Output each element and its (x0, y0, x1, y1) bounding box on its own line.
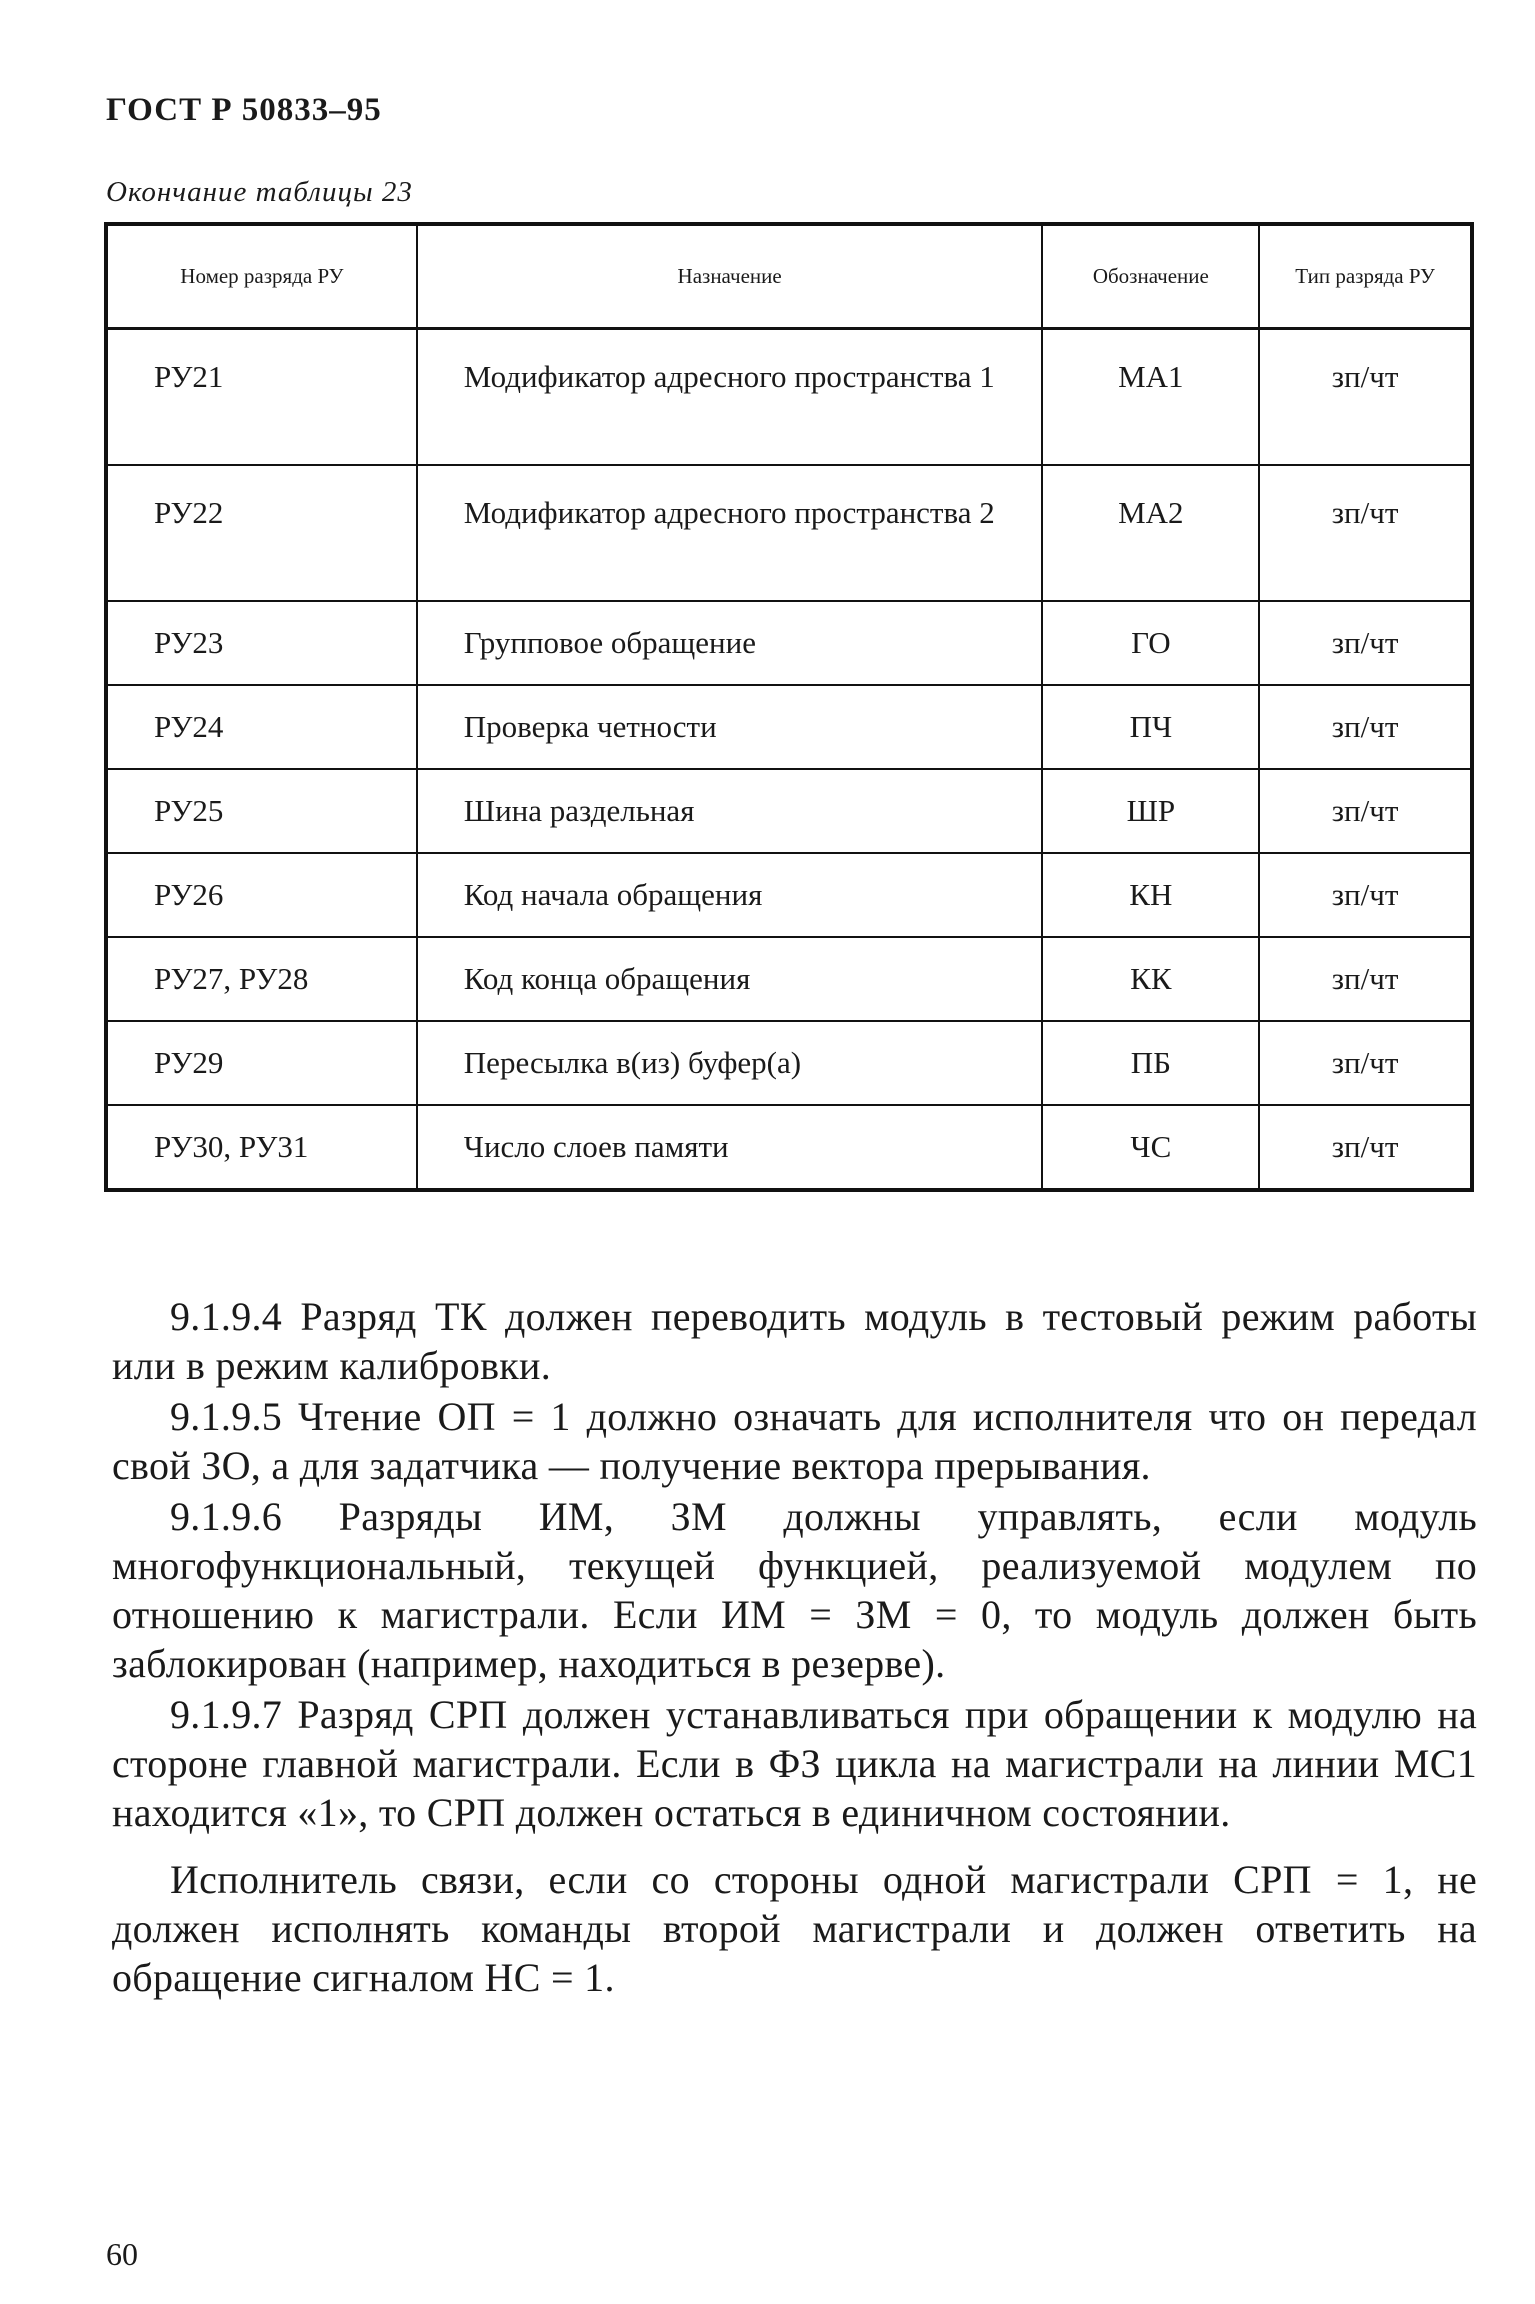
cell-code: ГО (1042, 601, 1259, 685)
cell-type: зп/чт (1259, 601, 1472, 685)
cell-type: зп/чт (1259, 937, 1472, 1021)
cell-code: КК (1042, 937, 1259, 1021)
cell-type: зп/чт (1259, 1105, 1472, 1190)
table-header-row (106, 224, 1472, 329)
cell-code: ПБ (1042, 1021, 1259, 1105)
cell-purpose: Групповое обращение (417, 601, 1043, 685)
table-row (106, 329, 1472, 466)
cell-type: зп/чт (1259, 853, 1472, 937)
column-header-number: Номер разряда РУ (106, 224, 417, 329)
register-table (104, 222, 1474, 1192)
cell-number: РУ26 (106, 853, 417, 937)
cell-type: зп/чт (1259, 329, 1472, 466)
table-row (106, 1021, 1472, 1105)
paragraph-executor: Исполнитель связи, если со стороны одной магистрали СРП = 1, не должен исполнять команды второй магистрали и должен ответить на обращение сигналом НС = 1. (112, 1857, 1477, 2000)
cell-code: МА2 (1042, 465, 1259, 601)
table-row (106, 465, 1472, 601)
cell-type: зп/чт (1259, 1021, 1472, 1105)
cell-code: ШР (1042, 769, 1259, 853)
cell-number: РУ27, РУ28 (106, 937, 417, 1021)
cell-type: зп/чт (1259, 465, 1472, 601)
cell-type: зп/чт (1259, 769, 1472, 853)
cell-purpose: Модификатор адресного пространства 1 (417, 329, 1043, 466)
table-row (106, 1105, 1472, 1190)
table-caption: Окончание таблицы 23 (106, 176, 413, 208)
cell-code: МА1 (1042, 329, 1259, 466)
column-header-purpose: Назначение (417, 224, 1043, 329)
cell-purpose: Число слоев памяти (417, 1105, 1043, 1190)
cell-number: РУ25 (106, 769, 417, 853)
cell-purpose: Код начала обращения (417, 853, 1043, 937)
cell-purpose: Шина раздельная (417, 769, 1043, 853)
cell-purpose: Модификатор адресного пространства 2 (417, 465, 1043, 601)
column-header-code: Обозначение (1042, 224, 1259, 329)
page-number: 60 (106, 2236, 138, 2272)
cell-number: РУ24 (106, 685, 417, 769)
paragraph-9-1-9-7: 9.1.9.7 Разряд СРП должен устанавливаться при обращении к модулю на стороне главной магистрали. Если в ФЗ цикла на магистрали на линии МС1 находится «1», то СРП должен остаться в единичном состоянии. (112, 1692, 1477, 1835)
cell-number: РУ23 (106, 601, 417, 685)
paragraph-9-1-9-5: 9.1.9.5 Чтение ОП = 1 должно означать для исполнителя что он передал свой ЗО, а для задатчика — получение вектора прерывания. (112, 1394, 1477, 1488)
cell-number: РУ30, РУ31 (106, 1105, 417, 1190)
cell-purpose: Пересылка в(из) буфер(а) (417, 1021, 1043, 1105)
document-code: ГОСТ Р 50833–95 (106, 92, 382, 128)
column-header-type: Тип разряда РУ (1259, 224, 1472, 329)
table-row (106, 601, 1472, 685)
paragraph-9-1-9-4: 9.1.9.4 Разряд ТК должен переводить модуль в тестовый режим работы или в режим калибровки. (112, 1294, 1477, 1388)
cell-type: зп/чт (1259, 685, 1472, 769)
cell-code: ЧС (1042, 1105, 1259, 1190)
cell-code: ПЧ (1042, 685, 1259, 769)
paragraph-9-1-9-6: 9.1.9.6 Разряды ИМ, ЗМ должны управлять, если модуль многофункциональный, текущей функцией, реализуемой модулем по отношению к магистрали. Если ИМ = ЗМ = 0, то модуль должен быть заблокирован (например, находиться в резерве). (112, 1494, 1477, 1686)
body-text (112, 1292, 1477, 2004)
cell-purpose: Код конца обращения (417, 937, 1043, 1021)
table-row (106, 769, 1472, 853)
cell-number: РУ29 (106, 1021, 417, 1105)
table-row (106, 937, 1472, 1021)
cell-number: РУ22 (106, 465, 417, 601)
cell-number: РУ21 (106, 329, 417, 466)
cell-purpose: Проверка четности (417, 685, 1043, 769)
table-row (106, 853, 1472, 937)
table-row (106, 685, 1472, 769)
cell-code: КН (1042, 853, 1259, 937)
